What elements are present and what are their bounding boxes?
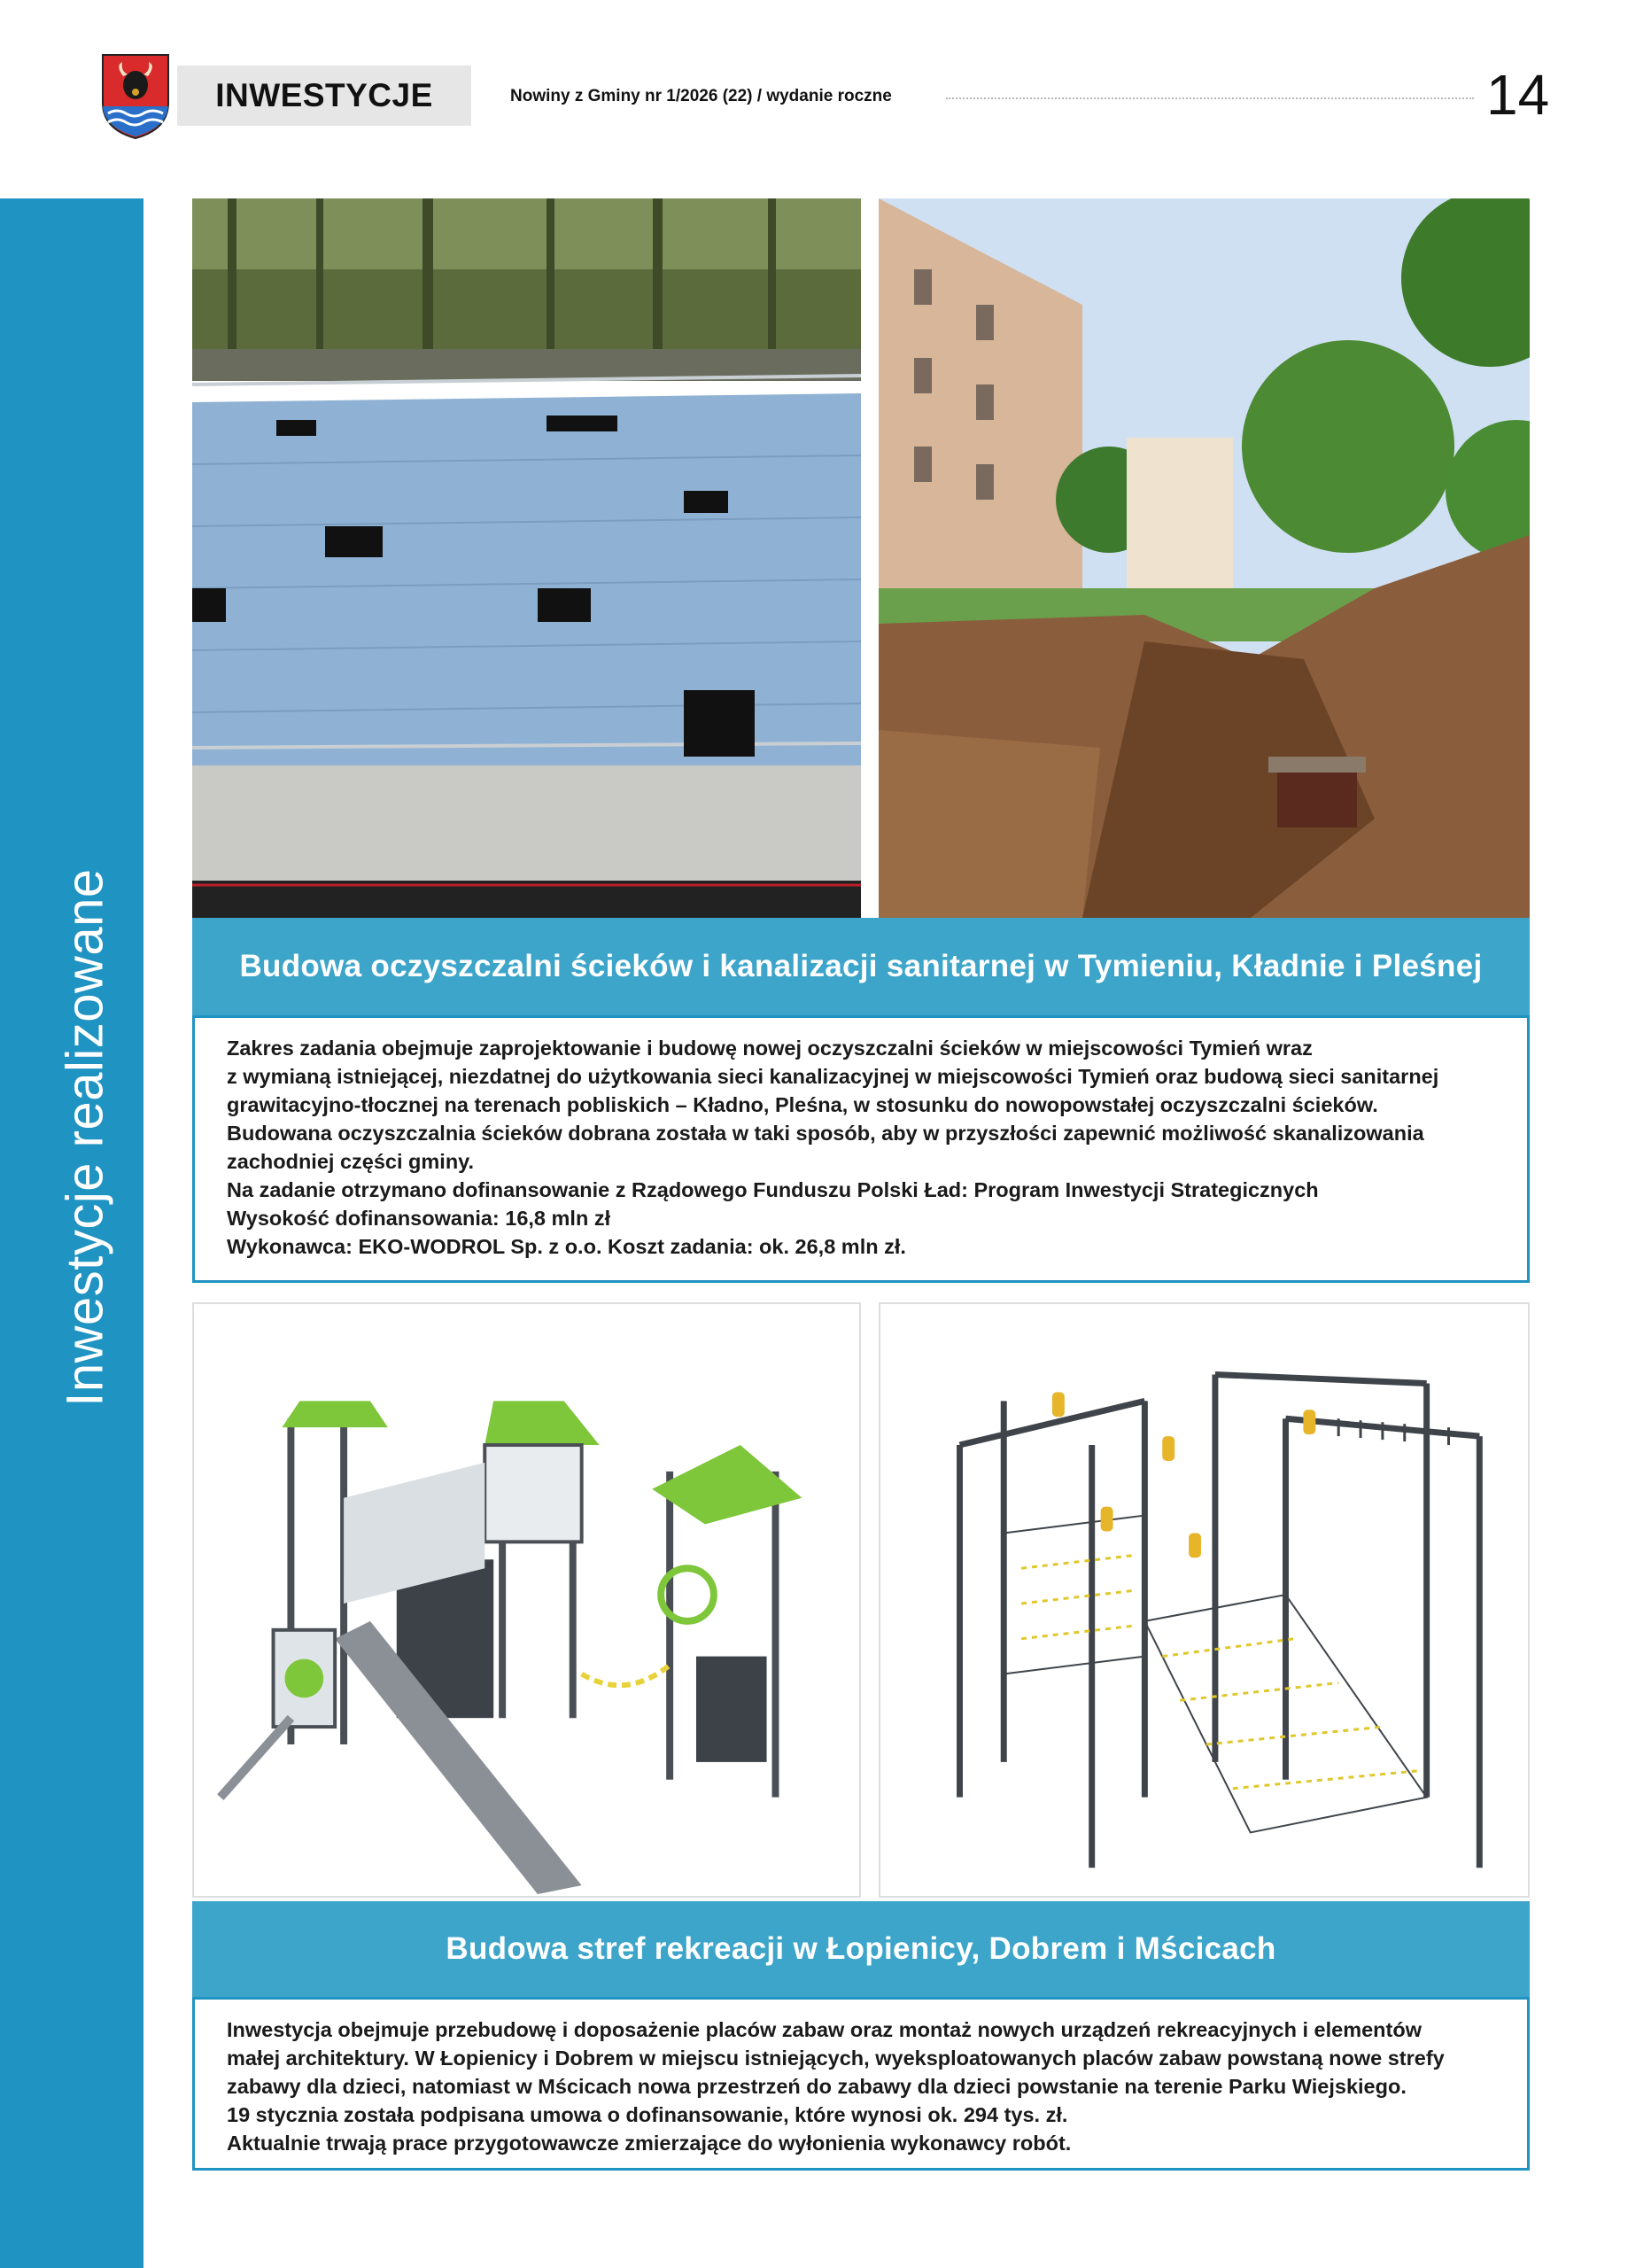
body-line: zabawy dla dzieci, natomiast w Mścicach nowa przestrzeń do zabawy dla dzieci powstanie na terenie Parku Wiejskiego. (227, 2075, 1407, 2098)
photo-playground (192, 1302, 861, 1898)
municipal-crest (99, 51, 172, 140)
body-line: małej architektury. W Łopienicy i Dobrem w miejscu istniejących, wyeksploatowanych placów zabaw powstaną nowe strefy (227, 2047, 1445, 2070)
body-line: Zakres zadania obejmuje zaprojektowanie i budowę nowej oczyszczalni ścieków w miejscowości Tymień wraz (227, 1037, 1313, 1060)
body-line: Inwestycja obejmuje przebudowę i doposażenie placów zabaw oraz montaż nowych urządzeń rekreacyjnych i elementów (227, 2018, 1422, 2041)
body-line: Aktualnie trwają prace przygotowawcze zmierzające do wyłonienia wykonawcy robót. (227, 2132, 1072, 2155)
header-divider (946, 97, 1474, 99)
body-line: zachodniej części gminy. (227, 1150, 475, 1173)
issue-info: Nowiny z Gminy nr 1/2026 (22) / wydanie roczne (510, 87, 892, 105)
body-line: z wymianą istniejącej, niezdatnej do użytkowania sieci kanalizacyjnej w miejscowości Tymień oraz budową sieci sanitarnej (227, 1065, 1439, 1088)
photo-climbing-frame (879, 1302, 1530, 1898)
body-line: Wysokość dofinansowania: 16,8 mln zł (227, 1207, 611, 1230)
body-line: grawitacyjno-tłocznej na terenach pobliskich – Kładno, Pleśna, w stosunku do nowopowstałej oczyszczalni ścieków. (227, 1093, 1378, 1116)
article-title: Budowa stref rekreacji w Łopienicy, Dobrem i Mścicach (192, 1901, 1530, 1997)
section-tab: INWESTYCJE (177, 66, 471, 126)
photo-treatment-plant (192, 198, 861, 918)
article-body (192, 1997, 1530, 2171)
sidebar-label: Inwestycje realizowane (56, 868, 114, 1407)
article-body (192, 1015, 1530, 1283)
body-line: Wykonawca: EKO-WODROL Sp. z o.o. Koszt zadania: ok. 26,8 mln zł. (227, 1235, 906, 1258)
body-line: 19 stycznia została podpisana umowa o dofinansowanie, które wynosi ok. 294 tys. zł. (227, 2103, 1068, 2126)
page-number: 14 (1486, 63, 1550, 127)
body-line: Na zadanie otrzymano dofinansowanie z Rządowego Funduszu Polski Ład: Program Inwestycji Strategicznych (227, 1178, 1319, 1201)
article-title: Budowa oczyszczalni ścieków i kanalizacji sanitarnej w Tymieniu, Kładnie i Pleśnej (192, 918, 1530, 1015)
body-line: Budowana oczyszczalnia ścieków dobrana została w taki sposób, aby w przyszłości zapewnić możliwość skanalizowania (227, 1122, 1424, 1145)
photo-sewer-trench (879, 198, 1530, 918)
